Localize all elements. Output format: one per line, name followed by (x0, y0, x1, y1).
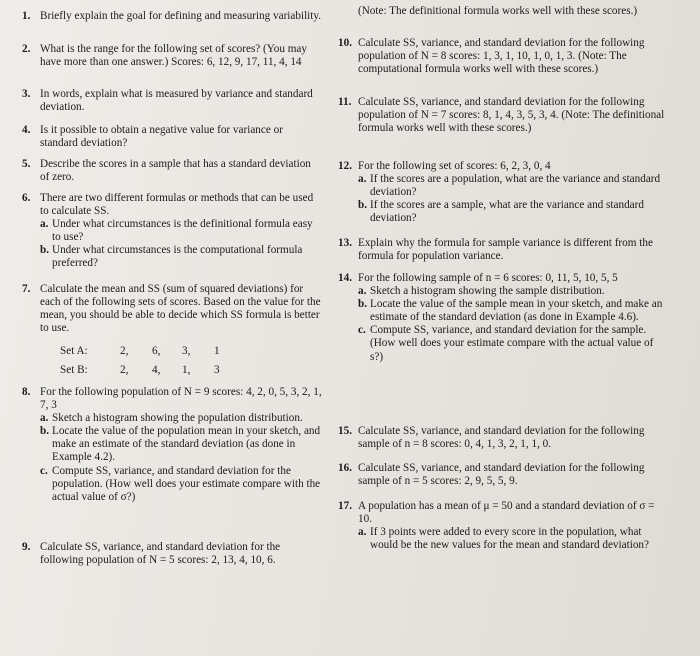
subquestion-b (338, 298, 668, 324)
question-number: 14. (338, 272, 352, 284)
subquestion-a (338, 526, 668, 552)
question-number: 10. (338, 37, 352, 49)
subquestion-a (338, 285, 668, 298)
set-b-label: Set B: (60, 364, 88, 376)
set-a-value: 3, (182, 345, 191, 357)
question-text: In words, explain what is measured by variance and standard deviation. (40, 88, 313, 114)
subquestion-c (338, 324, 668, 363)
question-number: 15. (338, 425, 352, 437)
subquestion-a (22, 218, 322, 244)
question-7 (22, 283, 322, 335)
question-2 (22, 43, 322, 69)
subquestion-text: Under what circumstances is the definitional formula easy to use? (52, 218, 313, 244)
subquestion-text: If the scores are a sample, what are the variance and standard deviation? (370, 199, 644, 225)
question-number: 9. (22, 541, 31, 553)
subquestion-c (22, 465, 322, 504)
subquestion-label: b. (40, 425, 50, 438)
question-number: 8. (22, 386, 31, 398)
question-text: A population has a mean of μ = 50 and a standard deviation of σ = 10. (358, 500, 655, 526)
question-13 (338, 237, 668, 263)
question-number: 12. (338, 160, 352, 172)
question-6 (22, 192, 322, 271)
set-a-value: 6, (152, 345, 161, 357)
question-text: Calculate SS, variance, and standard deviation for the following sample of n = 8 scores: 0, 4, 1, 3, 2, 1, 1, 0. (358, 425, 645, 451)
subquestion-label: a. (358, 526, 367, 539)
set-a-value: 1 (214, 345, 220, 357)
subquestion-b (22, 244, 322, 270)
question-number: 13. (338, 237, 352, 249)
question-number: 5. (22, 158, 31, 170)
question-15 (338, 425, 668, 451)
subquestion-text: Under what circumstances is the computational formula preferred? (52, 244, 303, 270)
question-12 (338, 160, 668, 225)
question-text: Calculate SS, variance, and standard deviation for the following population of N = 7 scores: 8, 1, 4, 3, 5, 3, 4. (Note: The definitional formula works well with these scores.) (358, 96, 665, 135)
question-number: 4. (22, 124, 31, 136)
subquestion-label: b. (40, 244, 50, 257)
subquestion-a (338, 173, 668, 199)
set-b-value: 4, (152, 364, 161, 376)
question-text: Briefly explain the goal for defining and measuring variability. (40, 10, 322, 22)
subquestion-b (338, 199, 668, 225)
subquestion-text: If 3 points were added to every score in the population, what would be the new values for the mean and standard deviation? (370, 526, 649, 552)
question-text: For the following sample of n = 6 scores: 0, 11, 5, 10, 5, 5 (358, 272, 618, 284)
subquestion-b (22, 425, 322, 464)
subquestion-text: Locate the value of the sample mean in your sketch, and make an estimate of the standard deviation (as done in Example 4.6). (370, 298, 663, 324)
question-number: 6. (22, 192, 31, 204)
question-4 (22, 124, 322, 150)
question-14 (338, 272, 668, 364)
subquestion-text: Compute SS, variance, and standard deviation for the population. (How well does your estimate compare with the actual value of σ?) (52, 464, 321, 503)
subquestion-label: b. (358, 298, 368, 311)
question-number: 11. (338, 96, 352, 108)
question-17 (338, 500, 668, 552)
question-8 (22, 386, 322, 504)
note-text: (Note: The definitional formula works well with these scores.) (358, 5, 638, 17)
subquestion-label: c. (358, 324, 366, 337)
subquestion-text: Sketch a histogram showing the sample distribution. (370, 285, 605, 298)
question-1 (22, 10, 322, 23)
question-number: 17. (338, 500, 352, 512)
question-text: Explain why the formula for sample variance is different from the formula for population variance. (358, 237, 653, 263)
subquestion-text: Sketch a histogram showing the population distribution. (52, 412, 303, 425)
question-text: Calculate the mean and SS (sum of squared deviations) for each of the following sets of scores. Based on the value for the mean, you should be able to decide which SS formula is better to use. (40, 283, 321, 335)
question-number: 7. (22, 283, 31, 295)
question-5 (22, 158, 322, 184)
question-number: 3. (22, 88, 31, 100)
question-10 (338, 37, 668, 76)
question-text: For the following population of N = 9 scores: 4, 2, 0, 5, 3, 2, 1, 7, 3 (40, 386, 322, 412)
subquestion-a (22, 412, 322, 425)
subquestion-label: a. (40, 218, 49, 231)
question-text: Calculate SS, variance, and standard deviation for the following population of N = 5 scores: 2, 13, 4, 10, 6. (40, 541, 281, 567)
question-text: Is it possible to obtain a negative value for variance or standard deviation? (40, 124, 283, 150)
question-text: For the following set of scores: 6, 2, 3, 0, 4 (358, 160, 551, 172)
question-text: Calculate SS, variance, and standard deviation for the following population of N = 8 scores: 1, 3, 1, 10, 1, 0, 1, 3. (Note: The computational formula works well with these scores.) (358, 37, 645, 76)
question-number: 1. (22, 10, 31, 22)
subquestion-label: c. (40, 464, 48, 477)
set-a-value: 2, (120, 345, 129, 357)
question-text: Describe the scores in a sample that has a standard deviation of zero. (40, 158, 311, 184)
subquestion-text: Compute SS, variance, and standard deviation for the sample. (How well does your estimate compare with the actual value of s?) (370, 324, 654, 363)
subquestion-label: b. (358, 199, 368, 212)
subquestion-text: If the scores are a population, what are the variance and standard deviation? (370, 173, 661, 199)
subquestion-label: a. (358, 285, 367, 298)
set-b-value: 2, (120, 364, 129, 376)
subquestion-text: Locate the value of the population mean in your sketch, and make an estimate of the standard deviation (as done in Example 4.2). (52, 425, 321, 464)
subquestion-label: a. (40, 412, 49, 425)
question-text: There are two different formulas or methods that can be used to calculate SS. (40, 192, 314, 218)
set-b-value: 1, (182, 364, 191, 376)
question-3 (22, 88, 322, 114)
set-a-label: Set A: (60, 345, 88, 357)
score-sets-table (60, 345, 260, 379)
question-11 (338, 96, 668, 135)
question-text: Calculate SS, variance, and standard deviation for the following sample of n = 5 scores: 2, 9, 5, 5, 9. (358, 462, 645, 488)
subquestion-label: a. (358, 173, 367, 186)
set-b-value: 3 (214, 364, 220, 376)
question-text: What is the range for the following set of scores? (You may have more than one answer.) Scores: 6, 12, 9, 17, 11, 4, 14 (40, 43, 307, 69)
question-number: 16. (338, 462, 352, 474)
question-16 (338, 462, 668, 488)
question-9 (22, 541, 322, 567)
question-number: 2. (22, 43, 31, 55)
continued-note (358, 5, 648, 18)
